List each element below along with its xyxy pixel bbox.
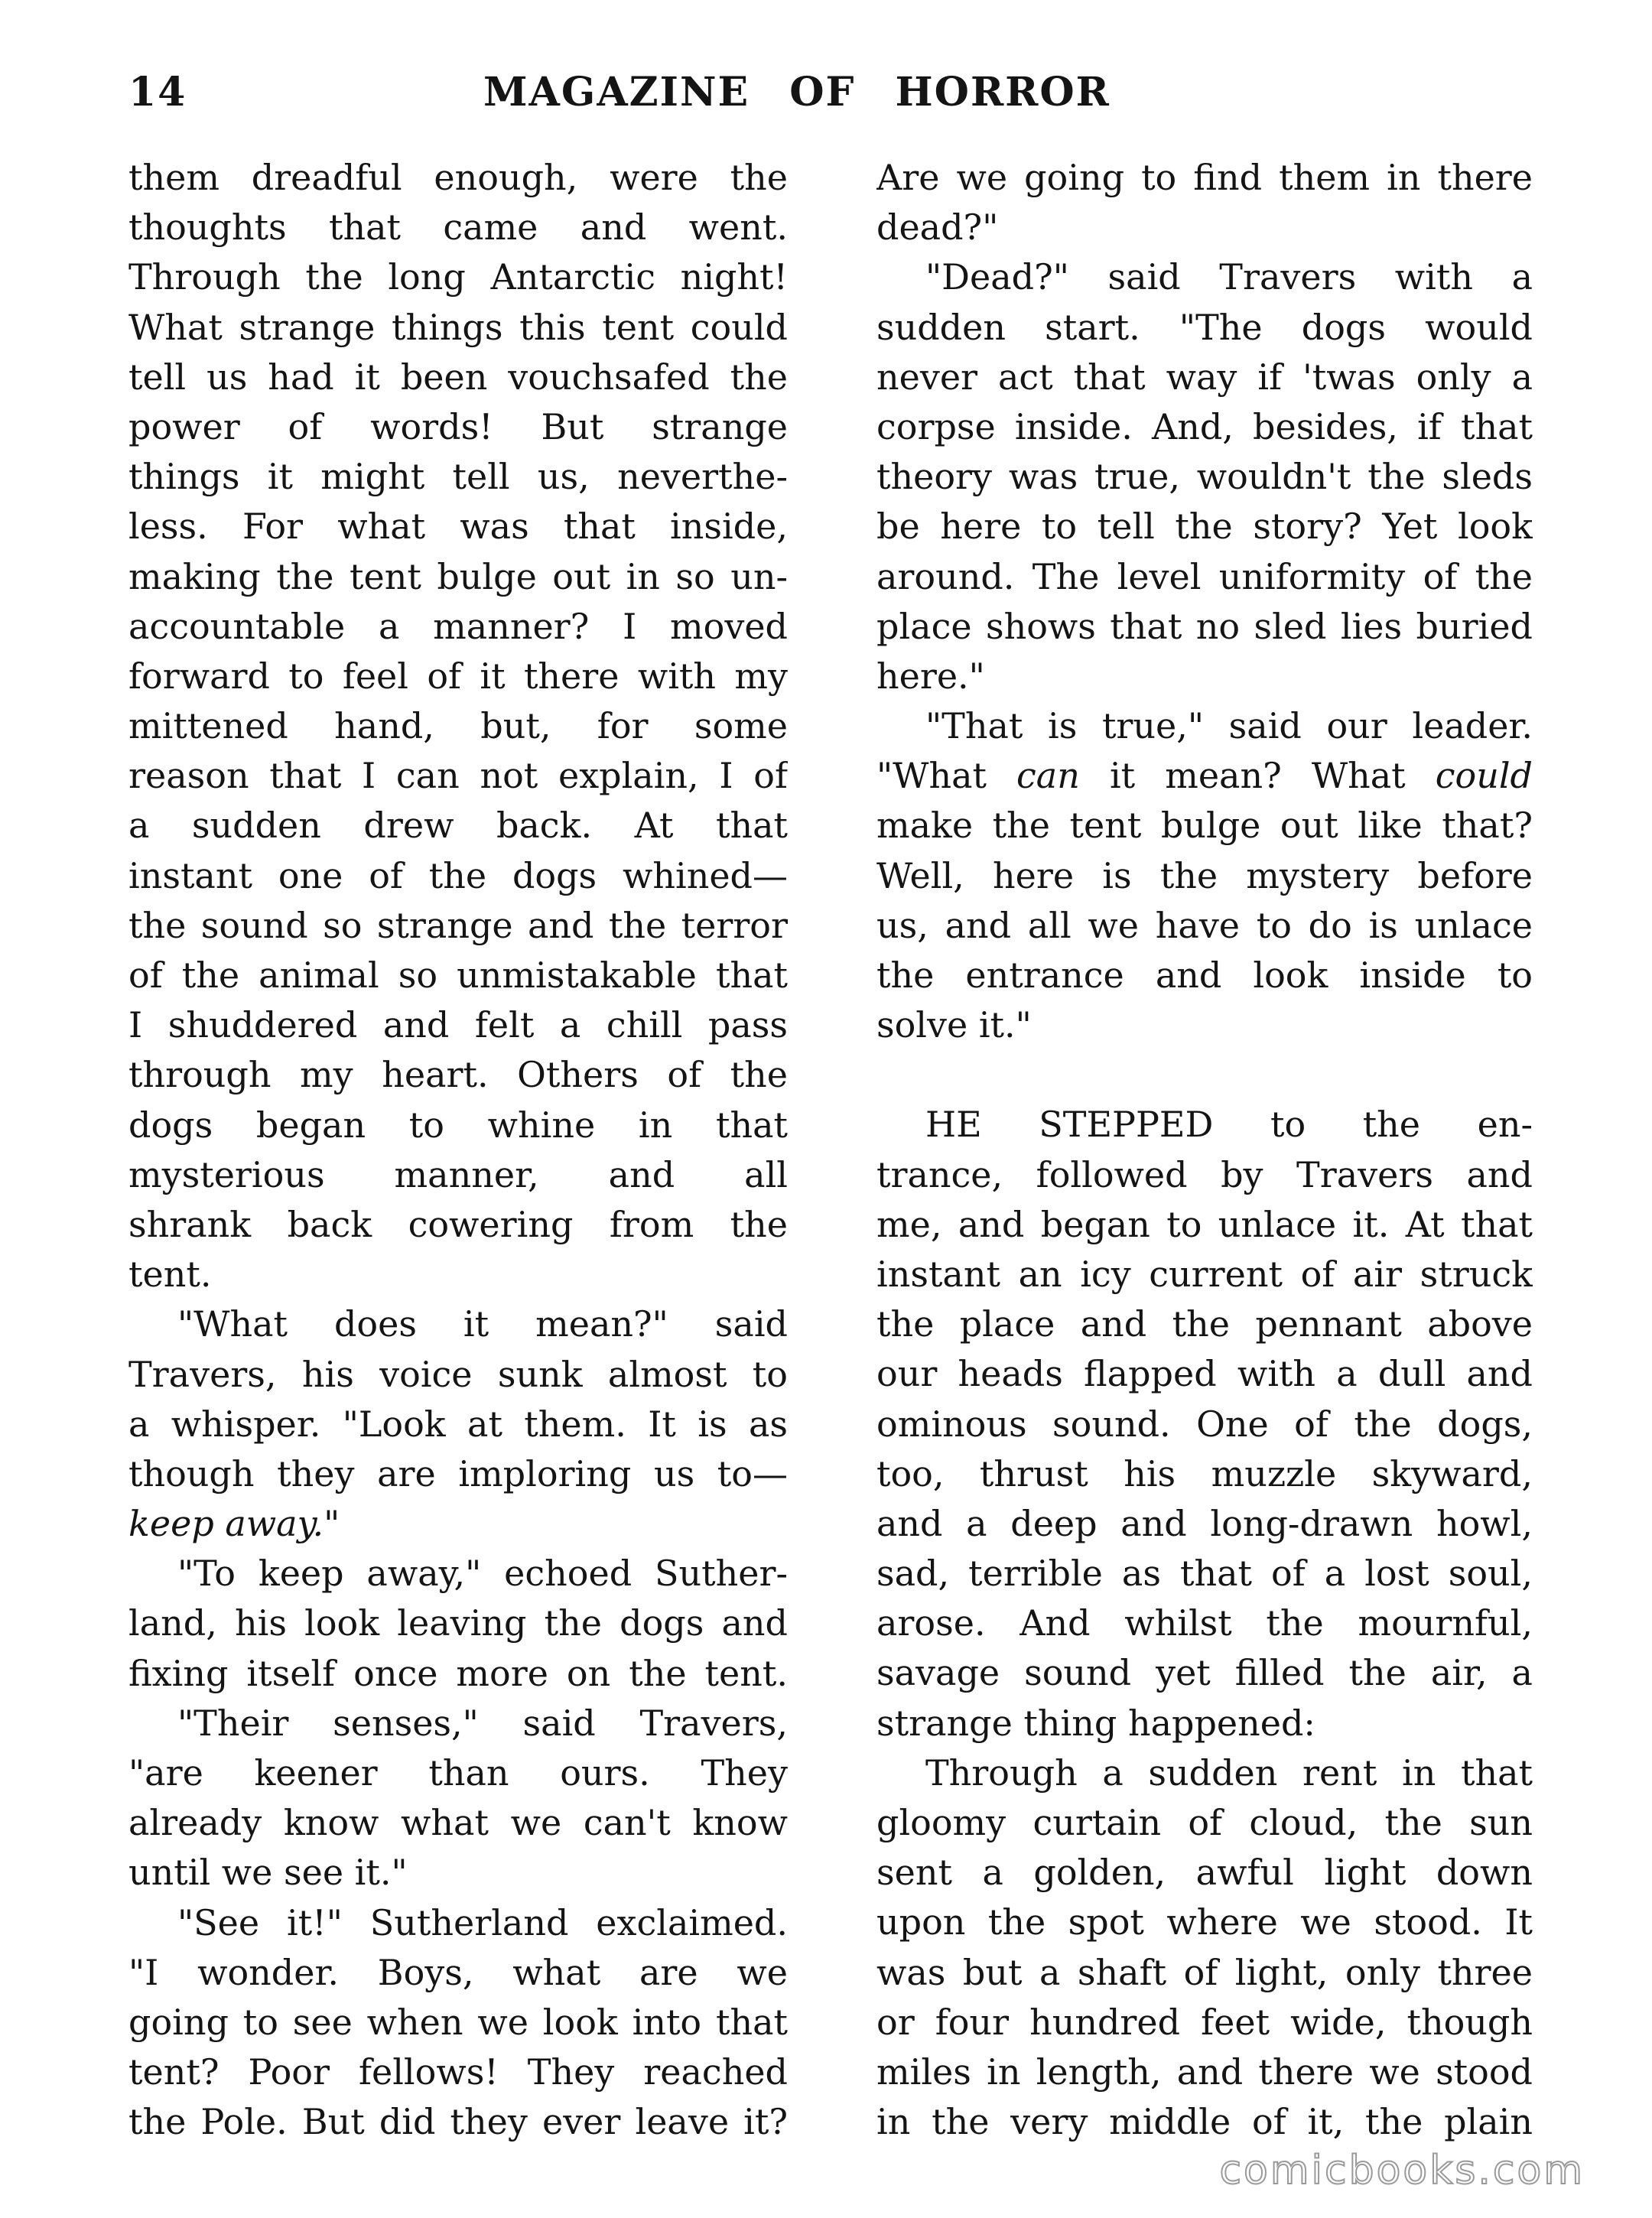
text-line: tell us had it been vouchsafed the [128, 356, 788, 398]
text-line: savage sound yet filled the air, a [876, 1652, 1533, 1694]
text-line: around. The level uniformity of the [876, 555, 1533, 597]
text-line: "To keep away," echoed Suther- [177, 1553, 788, 1595]
text-line: Travers, his voice sunk almost to [128, 1353, 788, 1395]
text-line: strange thing happened: [876, 1702, 1315, 1744]
text-line: "See it!" Sutherland exclaimed. [177, 1901, 788, 1943]
text-line: and a deep and long-drawn howl, [876, 1502, 1533, 1544]
text-line: corpse inside. And, besides, if that [876, 405, 1533, 447]
text-line: keep away." [128, 1503, 340, 1545]
text-line-with-italics [876, 751, 1533, 801]
text-line: fixing itself once more on the tent. [128, 1652, 788, 1694]
text-line: thoughts that came and went. [128, 207, 788, 249]
text-line: theory was true, wouldn't the sleds [876, 456, 1533, 498]
text-line: a whisper. "Look at them. It is as [128, 1403, 788, 1445]
section-start-line: HE STEPPED to the en- [925, 1104, 1533, 1146]
text-line: or four hundred feet wide, though [876, 2001, 1533, 2043]
text-line: "Dead?" said Travers with a [925, 256, 1533, 298]
text-line: things it might tell us, neverthe- [128, 456, 788, 498]
text-line: the sound so strange and the terror [128, 904, 788, 946]
text-line: Well, here is the mystery before [876, 854, 1533, 896]
text-line: instant one of the dogs whined— [128, 854, 788, 896]
watermark: comicbooks.com [1219, 2148, 1585, 2194]
text-line: trance, followed by Travers and [876, 1153, 1533, 1195]
text-line: sad, terrible as that of a lost soul, [876, 1553, 1533, 1595]
page-number: 14 [128, 69, 187, 115]
text-line: miles in length, and there we stood [876, 2051, 1533, 2093]
text-run: "What [876, 755, 1017, 797]
text-line: tent. [128, 1254, 212, 1296]
text-line: us, and all we have to do is unlace [876, 904, 1533, 946]
text-line: sudden start. "The dogs would [876, 306, 1533, 348]
text-line: forward to feel of it there with my [128, 655, 788, 697]
text-line: until we see it." [128, 1852, 408, 1894]
text-line: power of words! But strange [128, 405, 788, 447]
text-line: never act that way if 'twas only a [876, 356, 1533, 398]
text-line: reason that I can not explain, I of [128, 755, 788, 797]
text-line: land, his look leaving the dogs and [128, 1602, 788, 1644]
text-line: be here to tell the story? Yet look [876, 506, 1533, 548]
text-run: it mean? What [1079, 755, 1436, 797]
text-line: tent? Poor fellows! They reached [128, 2051, 788, 2093]
page-header [128, 69, 1579, 130]
text-line: too, thrust his muzzle skyward, [876, 1452, 1533, 1494]
text-line: gloomy curtain of cloud, the sun [876, 1802, 1533, 1843]
text-line: accountable a manner? I moved [128, 605, 788, 647]
text-line: Are we going to find them in there [876, 157, 1533, 198]
text-line: "Their senses," said Travers, [177, 1702, 788, 1744]
italic-word: can [1016, 755, 1080, 797]
text-line: What strange things this tent could [128, 306, 788, 348]
text-line: less. For what was that inside, [128, 506, 788, 548]
magazine-title: MAGAZINE OF HORROR [483, 69, 1111, 115]
text-line: a sudden drew back. At that [128, 805, 788, 847]
text-line: dead?" [876, 207, 999, 249]
text-line: instant an icy current of air struck [876, 1253, 1533, 1295]
text-line: here." [876, 655, 985, 697]
text-line: in the very middle of it, the plain [876, 2101, 1533, 2143]
text-line: them dreadful enough, were the [128, 157, 788, 198]
text-line: "are keener than ours. They [128, 1752, 788, 1794]
text-line: sent a golden, awful light down [876, 1852, 1533, 1894]
text-line: "I wonder. Boys, what are we [128, 1951, 788, 1993]
text-line: already know what we can't know [128, 1802, 788, 1844]
text-line: making the tent bulge out in so un- [128, 555, 788, 597]
text-line: mysterious manner, and all [128, 1153, 788, 1195]
text-line: going to see when we look into that [128, 2001, 788, 2043]
text-line: place shows that no sled lies buried [876, 605, 1533, 647]
text-line: shrank back cowering from the [128, 1203, 788, 1245]
text-line: solve it." [876, 1004, 1032, 1046]
text-line: the place and the pennant above [876, 1303, 1533, 1345]
text-line: was but a shaft of light, only three [876, 1951, 1533, 1993]
italic-word: could [1435, 755, 1533, 797]
text-line: though they are imploring us to— [128, 1452, 788, 1494]
text-line: arose. And whilst the mournful, [876, 1602, 1533, 1644]
text-line: our heads flapped with a dull and [876, 1353, 1533, 1395]
text-line: "What does it mean?" said [177, 1303, 788, 1345]
text-line: mittened hand, but, for some [128, 705, 788, 747]
text-line: make the tent bulge out like that? [876, 805, 1533, 847]
text-line: the Pole. But did they ever leave it? [128, 2101, 788, 2143]
text-line: I shuddered and felt a chill pass [128, 1004, 788, 1046]
right-column [876, 153, 1533, 2147]
text-line: through my heart. Others of the [128, 1054, 788, 1096]
text-line: Through the long Antarctic night! [128, 256, 788, 298]
text-line: dogs began to whine in that [128, 1104, 788, 1146]
text-line: ominous sound. One of the dogs, [876, 1403, 1533, 1445]
left-column [128, 153, 788, 2148]
text-line: Through a sudden rent in that [925, 1751, 1533, 1794]
text-line: the entrance and look inside to [876, 955, 1533, 996]
text-line: "That is true," said our leader. [925, 705, 1533, 747]
text-line: upon the spot where we stood. It [876, 1901, 1533, 1943]
text-line: me, and began to unlace it. At that [876, 1203, 1533, 1245]
text-line: of the animal so unmistakable that [128, 955, 788, 996]
